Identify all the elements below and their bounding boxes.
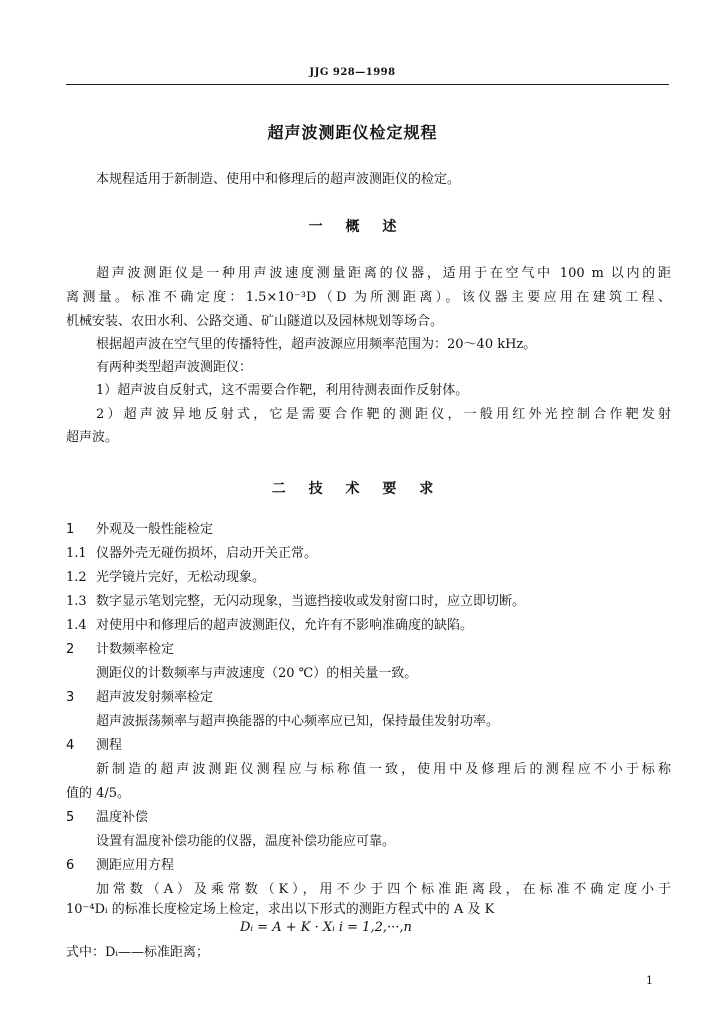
clause-5: 5 温度补偿 <box>66 810 149 825</box>
clause-3: 3 超声波发射频率检定 <box>66 690 214 705</box>
formula-where-clause: 式中：Dᵢ——标准距离； <box>66 945 210 960</box>
clause-2: 2 计数频率检定 <box>66 642 175 657</box>
clause-1-3: 1.3 数字显示笔划完整，无闪动现象，当遮挡接收或发射窗口时，应立即切断。 <box>66 594 526 609</box>
overview-line-3: 机械安装、农田水利、公路交通、矿山隧道以及园林规划等场合。 <box>66 314 444 329</box>
type-item-2-line-1: 2）超声波异地反射式，它是需要合作靶的测距仪，一般用红外光控制合作靶发射 <box>96 407 671 422</box>
clause-6: 6 测距应用方程 <box>66 858 175 873</box>
type-item-1: 1）超声波自反射式，这不需要合作靶，利用待测表面作反射体。 <box>96 383 469 398</box>
overview-line-2: 离测量。标准不确定度：1.5×10⁻³D（D 为所测距离）。该仪器主要应用在建筑工程、 <box>66 290 671 305</box>
clause-4-body-line-2: 值的 4/5。 <box>66 786 131 801</box>
clause-3-body: 超声波振荡频率与超声换能器的中心频率应已知，保持最佳发射功率。 <box>96 714 500 729</box>
clause-6-body-line-2: 10⁻⁴Dᵢ 的标准长度检定场上检定，求出以下形式的测距方程式中的 A 及 K <box>66 902 495 917</box>
clause-1-4: 1.4 对使用中和修理后的超声波测距仪，允许有不影响准确度的缺陷。 <box>66 618 474 633</box>
overview-line-1: 超声波测距仪是一种用声波速度测量距离的仪器，适用于在空气中 100 m 以内的距 <box>96 266 671 281</box>
clause-4-body-line-1: 新制造的超声波测距仪测程应与标称值一致，使用中及修理后的测程应不小于标称 <box>96 762 671 777</box>
clause-5-body: 设置有温度补偿功能的仪器，温度补偿功能应可靠。 <box>96 834 396 849</box>
standard-code: JJG 928—1998 <box>309 67 396 78</box>
clause-1-2: 1.2 光学镜片完好，无松动现象。 <box>66 570 266 585</box>
section-1-heading: 一 概 述 <box>308 219 397 235</box>
section-2-heading: 二 技 术 要 求 <box>271 481 434 497</box>
ranging-equation: Dᵢ = A + K · Xᵢ i = 1,2,···,n <box>240 920 412 935</box>
overview-frequency: 根据超声波在空气里的传播特性，超声波源应用频率范围为：20～40 kHz。 <box>96 337 537 352</box>
clause-4: 4 测程 <box>66 738 123 753</box>
clause-6-body-line-1: 加常数（A）及乘常数（K），用不少于四个标准距离段，在标准不确定度小于 <box>96 882 671 897</box>
document-title: 超声波测距仪检定规程 <box>267 123 438 142</box>
clause-1-1: 1.1 仪器外壳无碰伤损坏，启动开关正常。 <box>66 546 318 561</box>
intro-paragraph: 本规程适用于新制造、使用中和修理后的超声波测距仪的检定。 <box>96 172 461 187</box>
overview-types: 有两种类型超声波测距仪： <box>96 360 253 375</box>
clause-2-body: 测距仪的计数频率与声波速度（20 ℃）的相关量一致。 <box>96 666 418 681</box>
header-rule <box>66 84 669 85</box>
type-item-2-line-2: 超声波。 <box>66 430 119 445</box>
page-number: 1 <box>646 974 653 987</box>
clause-1: 1 外观及一般性能检定 <box>66 522 214 537</box>
